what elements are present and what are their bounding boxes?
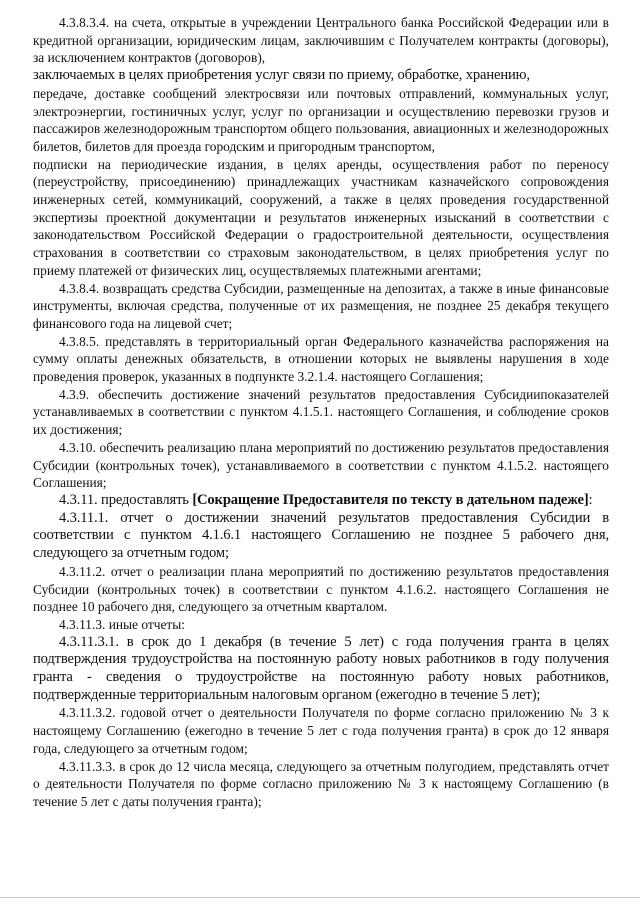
- paragraph-continuation-3: подписки на периодические издания, в целях аренды, осуществления работ по переносу (переустройству, присоединению) принадлежащих участникам казначейского сопровождения инженерных сетей, коммуникаций, сооружений, а также в целях проведения государственной экспертизы проектной документации и результатов инженерных изысканий в соответствии с законодательством Российской Федерации о градостроительной деятельности, осуществления страхования в соответствии со страховым законодательством, в целях приобретения услуг по приему платежей от физических лиц, осуществляемых платежными агентами;: [33, 156, 609, 278]
- paragraph-4-3-8-4: 4.3.8.4. возвращать средства Субсидии, размещенные на депозитах, а также в иные финансовые инструменты, включая средства, полученные от их размещения, не позднее 25 декабря текущего финансового года на лицевой счет;: [33, 280, 609, 331]
- paragraph-4-3-11-2: 4.3.11.2. отчет о реализации плана мероприятий по достижению результатов предоставления Субсидии (контрольных точек) в соответствии с пунктом 4.1.6.2. настоящего Соглашения не позднее 10 рабочего дня, следующего за отчетным кварталом.: [33, 563, 609, 615]
- paragraph-4-3-9: 4.3.9. обеспечить достижение значений результатов предоставления Субсидиипоказателей устанавливаемых в соответствии с пунктом 4.1.5.1. настоящего Соглашения, и соблюдение сроков их достижения;: [33, 386, 609, 438]
- paragraph-4-3-11-3-2: 4.3.11.3.2. годовой отчет о деятельности Получателя по форме согласно приложению № 3 к настоящему Соглашению (ежегодно в течение 5 лет с года получения гранта) в срок до 12 января года, следующего за отчетным годом;: [33, 705, 609, 756]
- paragraph-4-3-11-1: 4.3.11.1. отчет о достижении значений результатов предоставления Субсидии в соответствии с пунктом 4.1.6.1 настоящего Соглашению не позднее 5 рабочего дня, следующего за отчетным годом;: [33, 509, 609, 562]
- paragraph-4-3-11: [33, 492, 609, 510]
- paragraph-4-3-11-tail: :: [588, 491, 593, 508]
- paragraph-continuation-1: заключаемых в целях приобретения услуг связи по приему, обработке, хранению,: [33, 67, 530, 84]
- document-page: [33, 14, 609, 811]
- paragraph-4-3-8-3-4: 4.3.8.3.4. на счета, открытые в учреждении Центрального банка Российской Федерации или в кредитной организации, юридическим лицам, заключившим с Получателем контракты (договоры), за исключением контрактов (договоров),: [33, 15, 609, 66]
- paragraph-4-3-8-5: 4.3.8.5. представлять в территориальный орган Федерального казначейства распоряжения на сумму оплаты денежных обязательств, в отношении которых не выявлены нарушения в ходе проведения проверок, указанных в подпункте 3.2.1.4. настоящего Соглашения;: [33, 333, 609, 385]
- placeholder-provider-name: [Сокращение Предоставителя по тексту в дательном падеже]: [192, 491, 589, 508]
- scan-bottom-line: [0, 897, 640, 898]
- paragraph-4-3-11-lead: 4.3.11. предоставлять: [59, 491, 193, 508]
- paragraph-4-3-11-3-3: 4.3.11.3.3. в срок до 12 числа месяца, следующего за отчетным полугодием, представлять отчет о деятельности Получателя по форме согласно приложению № 3 к настоящему Соглашению (в течение 5 лет с даты получения гранта);: [33, 758, 609, 809]
- paragraph-continuation-2: передаче, доставке сообщений электросвязи или почтовых отправлений, коммунальных услуг, электроэнергии, гостиничных услуг, услуг по организации и осуществлению перевозки грузов и пассажиров железнодорожным транспортом общего пользования, авиационных и железнодорожных билетов, билетов для проезда городским и пригородным транспортом,: [33, 85, 609, 154]
- paragraph-4-3-11-3-1: 4.3.11.3.1. в срок до 1 декабря (в течение 5 лет) с года получения гранта в целях подтверждения трудоустройства на постоянную работу новых работников в году получения гранта - сведения о трудоустройстве на постоянную работу новых работников, подтвержденные территориальным налоговым органом (ежегодно в течение 5 лет);: [33, 633, 609, 703]
- paragraph-4-3-11-3: 4.3.11.3. иные отчеты:: [59, 616, 185, 632]
- paragraph-4-3-10: 4.3.10. обеспечить реализацию плана мероприятий по достижению результатов предоставления Субсидии (контрольных точек), устанавливаемого в соответствии с пунктом 4.1.5.2. настоящего Соглашения;: [33, 439, 609, 491]
